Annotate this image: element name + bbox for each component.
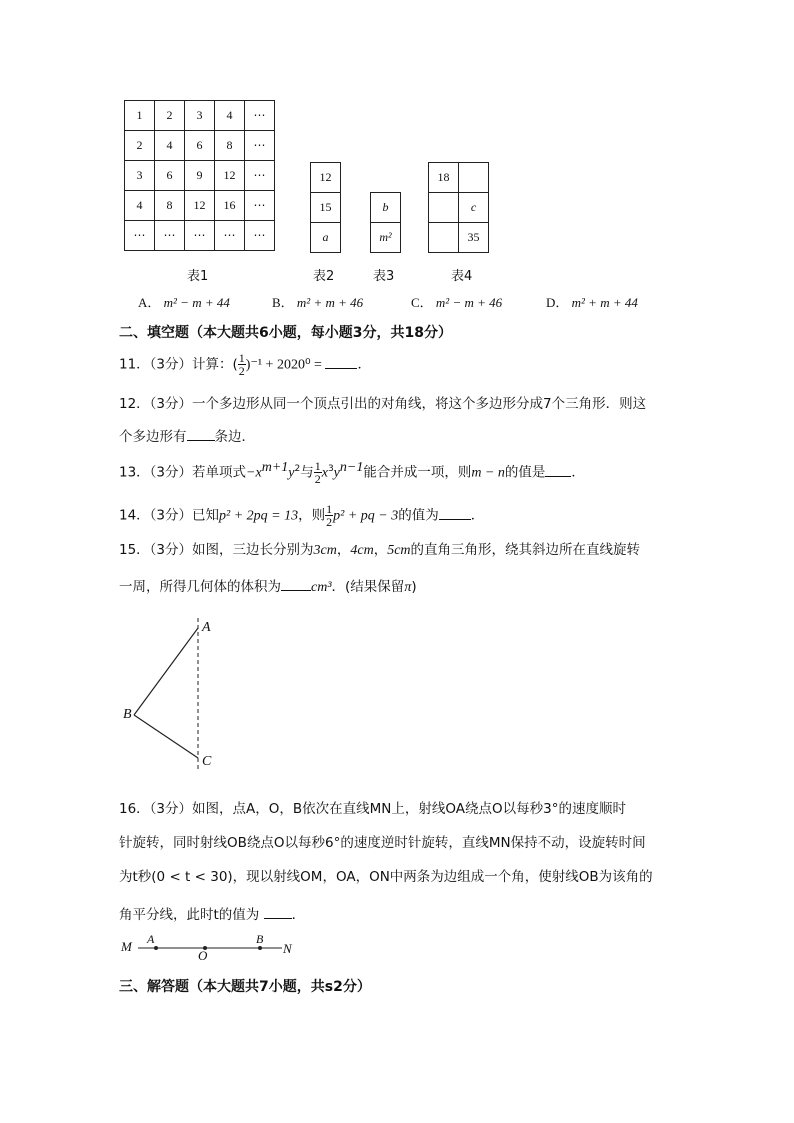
table-row: [371, 193, 401, 223]
table-row: [311, 223, 341, 253]
table-cell: 12: [215, 161, 245, 191]
point-a-label-line: A: [147, 932, 155, 946]
point-b-label: B: [123, 707, 132, 722]
question-16-line-3: 为t秒(0 < t < 30)，现以射线OM，OA，ON中两条为边组成一个角，使射线OB为该角的: [119, 869, 653, 885]
point-m-label: M: [121, 939, 132, 954]
table-4: [428, 162, 489, 253]
question-14: 14．（3分）已知p² + 2pq = 13，则 $\frac{1}{2}$ p² + pq − 3的值为 ．: [119, 502, 485, 529]
table-1-caption: 表1: [187, 269, 209, 284]
table-3-caption: 表3: [373, 269, 395, 284]
table-cell: ⋯: [125, 221, 155, 251]
option-a: A． m² − m + 44: [138, 295, 230, 310]
question-13: 13．（3分）若单项式$-x^{m+1}y^2$与 $\frac{1}{2}$ $x^3y^{n-1}$能合并成一项，则m − n的值是 ．: [119, 459, 585, 486]
table-cell: [459, 163, 489, 193]
triangle-figure: [110, 610, 240, 780]
point-o-label: O: [198, 948, 208, 963]
table-cell: b: [371, 193, 401, 223]
table-2: [310, 162, 341, 253]
table-cell: 2: [125, 131, 155, 161]
table-cell: ⋯: [155, 221, 185, 251]
table-cell: ⋯: [245, 221, 275, 251]
option-c: C． m² − m + 46: [411, 295, 503, 310]
table-cell: ⋯: [245, 101, 275, 131]
table-cell: 8: [215, 131, 245, 161]
table-cell: [429, 223, 459, 253]
table-2-caption: 表2: [313, 269, 335, 284]
table-row: [371, 223, 401, 253]
section-3-heading: 三、解答题（本大题共7小题，共s2分）: [119, 979, 371, 995]
table-cell: [429, 193, 459, 223]
table-cell: 6: [155, 161, 185, 191]
table-cell: 4: [155, 131, 185, 161]
table-cell: 4: [125, 191, 155, 221]
table-cell: 18: [429, 163, 459, 193]
table-cell: 12: [185, 191, 215, 221]
table-row: [125, 161, 275, 191]
table-row: [125, 221, 275, 251]
option-d: D． m² + m + 44: [546, 295, 638, 310]
question-16-line-1: 16．（3分）如图，点A，O，B依次在直线MN上，射线OA绕点O以每秒3°的速度顺时: [119, 801, 626, 817]
table-cell: 2: [155, 101, 185, 131]
table-1: [124, 100, 275, 251]
section-2-heading: 二、填空题（本大题共6小题，每小题3分，共18分）: [119, 325, 452, 341]
question-15-line-2: 一周，所得几何体的体积为 cm³．(结果保留π): [119, 576, 417, 598]
question-16-line-4: 角平分线，此时t的值为 ．: [119, 904, 305, 925]
question-11: 11．（3分）计算：( $\frac{1}{2}$ )⁻¹ + 2020⁰ = ．: [119, 351, 371, 378]
table-cell: a: [311, 223, 341, 253]
table-cell: 15: [311, 193, 341, 223]
table-cell: 1: [125, 101, 155, 131]
option-b: B． m² + m + 46: [272, 295, 364, 310]
table-row: [311, 193, 341, 223]
table-row: [429, 193, 489, 223]
table-4-caption: 表4: [451, 269, 473, 284]
table-cell: 9: [185, 161, 215, 191]
table-cell: ⋯: [185, 221, 215, 251]
table-cell: 12: [311, 163, 341, 193]
table-row: [125, 101, 275, 131]
point-n-label: N: [283, 941, 292, 956]
table-cell: 35: [459, 223, 489, 253]
table-cell: 8: [155, 191, 185, 221]
question-15-line-1: 15．（3分）如图，三边长分别为3cm，4cm，5cm的直角三角形，绕其斜边所在直线旋转: [119, 542, 641, 558]
question-12-line-2: 个多边形有 条边．: [119, 426, 255, 447]
point-b-label-line: B: [256, 932, 264, 946]
question-12-line-1: 12．（3分）一个多边形从同一个顶点引出的对角线，将这个多边形分成7个三角形．则这: [119, 396, 647, 412]
table-cell: 4: [215, 101, 245, 131]
table-cell: 3: [125, 161, 155, 191]
table-cell: ⋯: [245, 131, 275, 161]
table-row: [429, 163, 489, 193]
table-row: [311, 163, 341, 193]
table-row: [125, 191, 275, 221]
table-cell: 16: [215, 191, 245, 221]
table-cell: ⋯: [245, 161, 275, 191]
point-c-label: C: [202, 754, 212, 769]
table-row: [125, 131, 275, 161]
table-cell: m²: [371, 223, 401, 253]
table-cell: 6: [185, 131, 215, 161]
table-cell: 3: [185, 101, 215, 131]
table-cell: ⋯: [215, 221, 245, 251]
table-cell: ⋯: [245, 191, 275, 221]
point-a-label: A: [202, 620, 211, 635]
table-row: [429, 223, 489, 253]
question-16-line-2: 针旋转，同时射线OB绕点O以每秒6°的速度逆时针旋转，直线MN保持不动，设旋转时间: [119, 835, 646, 851]
table-3: [370, 192, 401, 253]
table-cell: c: [459, 193, 489, 223]
